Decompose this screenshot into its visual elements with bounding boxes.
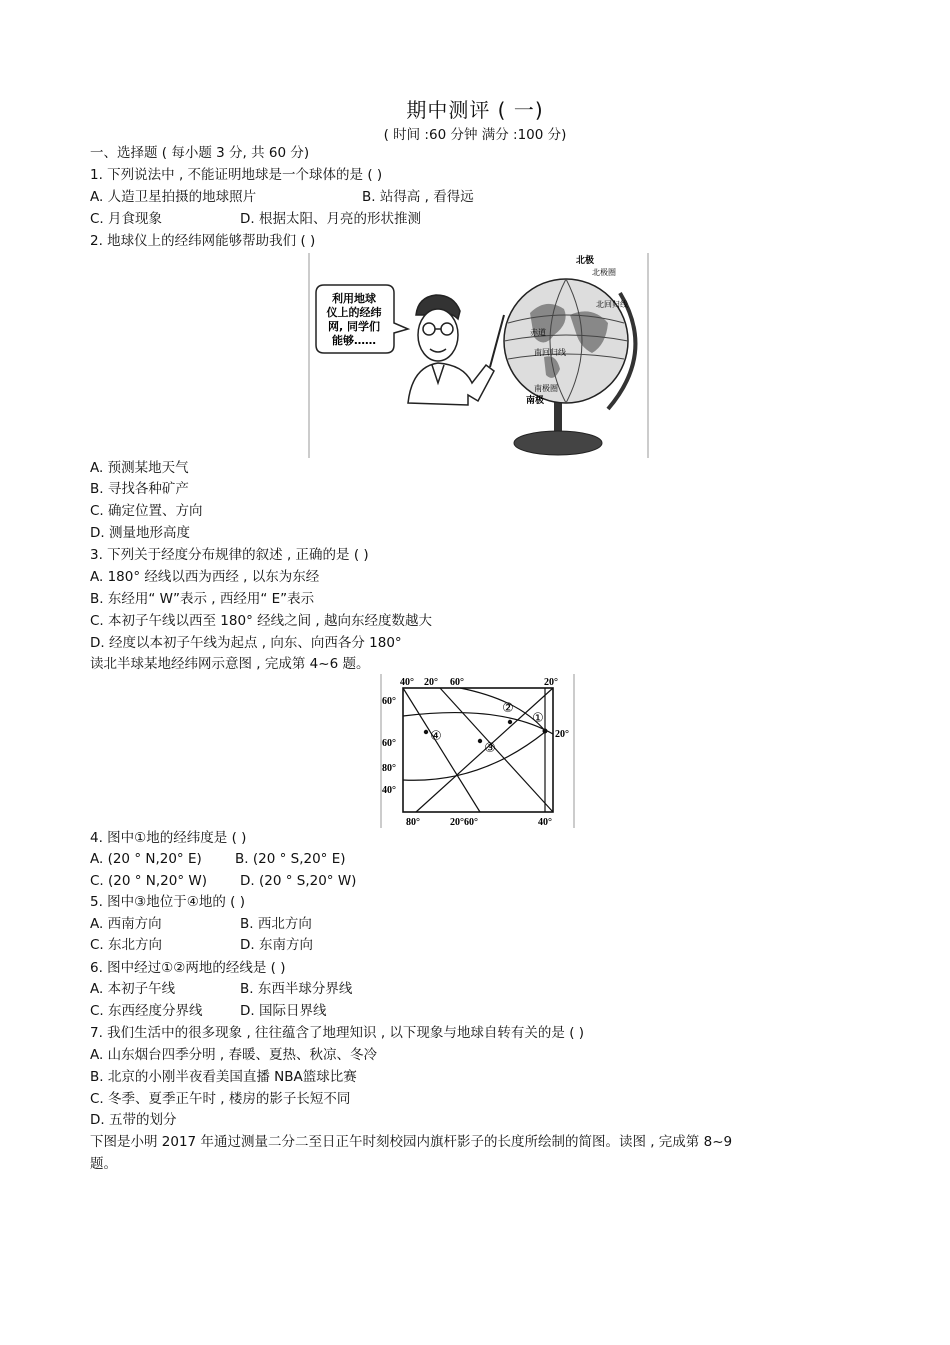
q6-option-a: A. 本初子午线 <box>90 981 176 997</box>
q4-option-b: B. (20 ° S,20° E) <box>235 851 346 867</box>
bubble-line-2: 仪上的经纬 <box>326 306 382 319</box>
q7-option-d: D. 五带的划分 <box>90 1112 177 1128</box>
globe-label-antarctic-circle: 南极圈 <box>534 384 558 393</box>
q3-option-d: D. 经度以本初子午线为起点 , 向东、向西各分 180° <box>90 635 402 651</box>
q2-option-a: A. 预测某地天气 <box>90 460 189 476</box>
intro-questions-4-6: 读北半球某地经纬网示意图 , 完成第 4~6 题。 <box>90 656 370 672</box>
q5-option-b: B. 西北方向 <box>240 916 312 932</box>
globe <box>504 254 628 406</box>
globe-label-tropic-cancer: 北回归线 <box>596 300 628 309</box>
top-label: 40° <box>400 677 414 688</box>
latitude-line <box>403 732 545 780</box>
bubble-line-4: 能够…… <box>332 334 376 347</box>
q7-option-a: A. 山东烟台四季分明 , 春暖、夏热、秋凉、冬冷 <box>90 1047 377 1063</box>
bubble-line-3: 网, 同学们 <box>327 320 381 333</box>
intro-questions-8-9-line-1: 下图是小明 2017 年通过测量二分二至日正午时刻校园内旗杆影子的长度所绘制的简图。读图 , 完成第 8~9 <box>90 1134 733 1150</box>
globe-label-south-pole: 南极 <box>526 396 545 406</box>
q1-option-c: C. 月食现象 <box>90 211 163 227</box>
q7-option-c: C. 冬季、夏季正午时 , 楼房的影子长短不同 <box>90 1091 351 1107</box>
q6-option-b: B. 东西半球分界线 <box>240 981 353 997</box>
grid-frame <box>403 688 553 812</box>
q4-option-d: D. (20 ° S,20° W) <box>240 873 357 889</box>
q2-stem: 2. 地球仪上的经纬网能够帮助我们 ( ) <box>90 233 316 249</box>
right-label: 20° <box>555 729 569 740</box>
q1-stem: 1. 下列说法中 , 不能证明地球是一个球体的是 ( ) <box>90 167 383 183</box>
q3-option-b: B. 东经用“ W”表示 , 西经用“ E”表示 <box>90 591 315 607</box>
intro-questions-8-9-line-2: 题。 <box>90 1156 117 1172</box>
q3-option-c: C. 本初子午线以西至 180° 经线之间 , 越向东经度数越大 <box>90 613 432 629</box>
q2-option-b: B. 寻找各种矿产 <box>90 481 189 497</box>
q5-option-d: D. 东南方向 <box>240 937 313 953</box>
q2-option-c: C. 确定位置、方向 <box>90 503 203 519</box>
page-title: 期中测评 ( 一) <box>406 98 544 122</box>
q7-stem: 7. 我们生活中的很多现象 , 往往蕴含了地理知识 , 以下现象与地球自转有关的是 ( ) <box>90 1025 585 1041</box>
q5-option-a: A. 西南方向 <box>90 916 162 932</box>
q1-option-d: D. 根据太阳、月亮的形状推测 <box>240 211 421 227</box>
lat-long-grid-figure <box>380 674 576 828</box>
q4-option-c: C. (20 ° N,20° W) <box>90 873 208 889</box>
bottom-label: 20°60° <box>450 817 478 828</box>
q2-option-d: D. 测量地形高度 <box>90 525 190 541</box>
q3-stem: 3. 下列关于经度分布规律的叙述 , 正确的是 ( ) <box>90 547 369 563</box>
left-label: 60° <box>382 696 396 707</box>
top-label: 20° <box>424 677 438 688</box>
point-1-label: ① <box>532 711 544 726</box>
page-subtitle: ( 时间 :60 分钟 满分 :100 分) <box>383 127 567 143</box>
top-label: 20° <box>544 677 558 688</box>
meridian-line <box>403 688 480 812</box>
globe-label-north-pole: 北极 <box>576 256 595 266</box>
q5-stem: 5. 图中③地位于④地的 ( ) <box>90 894 245 910</box>
bottom-label: 40° <box>538 817 552 828</box>
q4-stem: 4. 图中①地的经纬度是 ( ) <box>90 830 247 846</box>
point-3-label: ③ <box>484 741 496 756</box>
globe-label-equator: 赤道 <box>530 328 546 337</box>
bubble-line-1: 利用地球 <box>332 292 376 305</box>
meridian-line <box>440 688 553 812</box>
section-heading: 一、选择题 ( 每小题 3 分, 共 60 分) <box>90 145 310 161</box>
top-label: 60° <box>450 677 464 688</box>
point-2-dot <box>508 720 512 724</box>
point-4-dot <box>424 730 428 734</box>
globe-label-tropic-capricorn: 南回归线 <box>534 348 566 357</box>
q6-stem: 6. 图中经过①②两地的经线是 ( ) <box>90 960 286 976</box>
q4-option-a: A. (20 ° N,20° E) <box>90 851 202 867</box>
q3-option-a: A. 180° 经线以西为西经 , 以东为东经 <box>90 569 320 585</box>
q5-option-c: C. 东北方向 <box>90 937 163 953</box>
q1-option-a: A. 人造卫星拍摄的地球照片 <box>90 189 257 205</box>
point-1-dot <box>543 729 548 734</box>
globe-label-arctic-circle: 北极圈 <box>592 268 616 277</box>
left-label: 40° <box>382 785 396 796</box>
q6-option-c: C. 东西经度分界线 <box>90 1003 203 1019</box>
point-4-label: ④ <box>430 729 442 744</box>
point-2-label: ② <box>502 701 514 716</box>
q1-option-b: B. 站得高 , 看得远 <box>362 189 474 205</box>
left-label: 80° <box>382 763 396 774</box>
teacher-figure <box>408 295 504 405</box>
bottom-label: 80° <box>406 817 420 828</box>
q6-option-d: D. 国际日界线 <box>240 1003 327 1019</box>
left-label: 60° <box>382 738 396 749</box>
teacher-globe-illustration <box>308 253 650 458</box>
point-3-dot <box>478 739 482 743</box>
q7-option-b: B. 北京的小刚半夜看美国直播 NBA篮球比赛 <box>90 1069 357 1085</box>
